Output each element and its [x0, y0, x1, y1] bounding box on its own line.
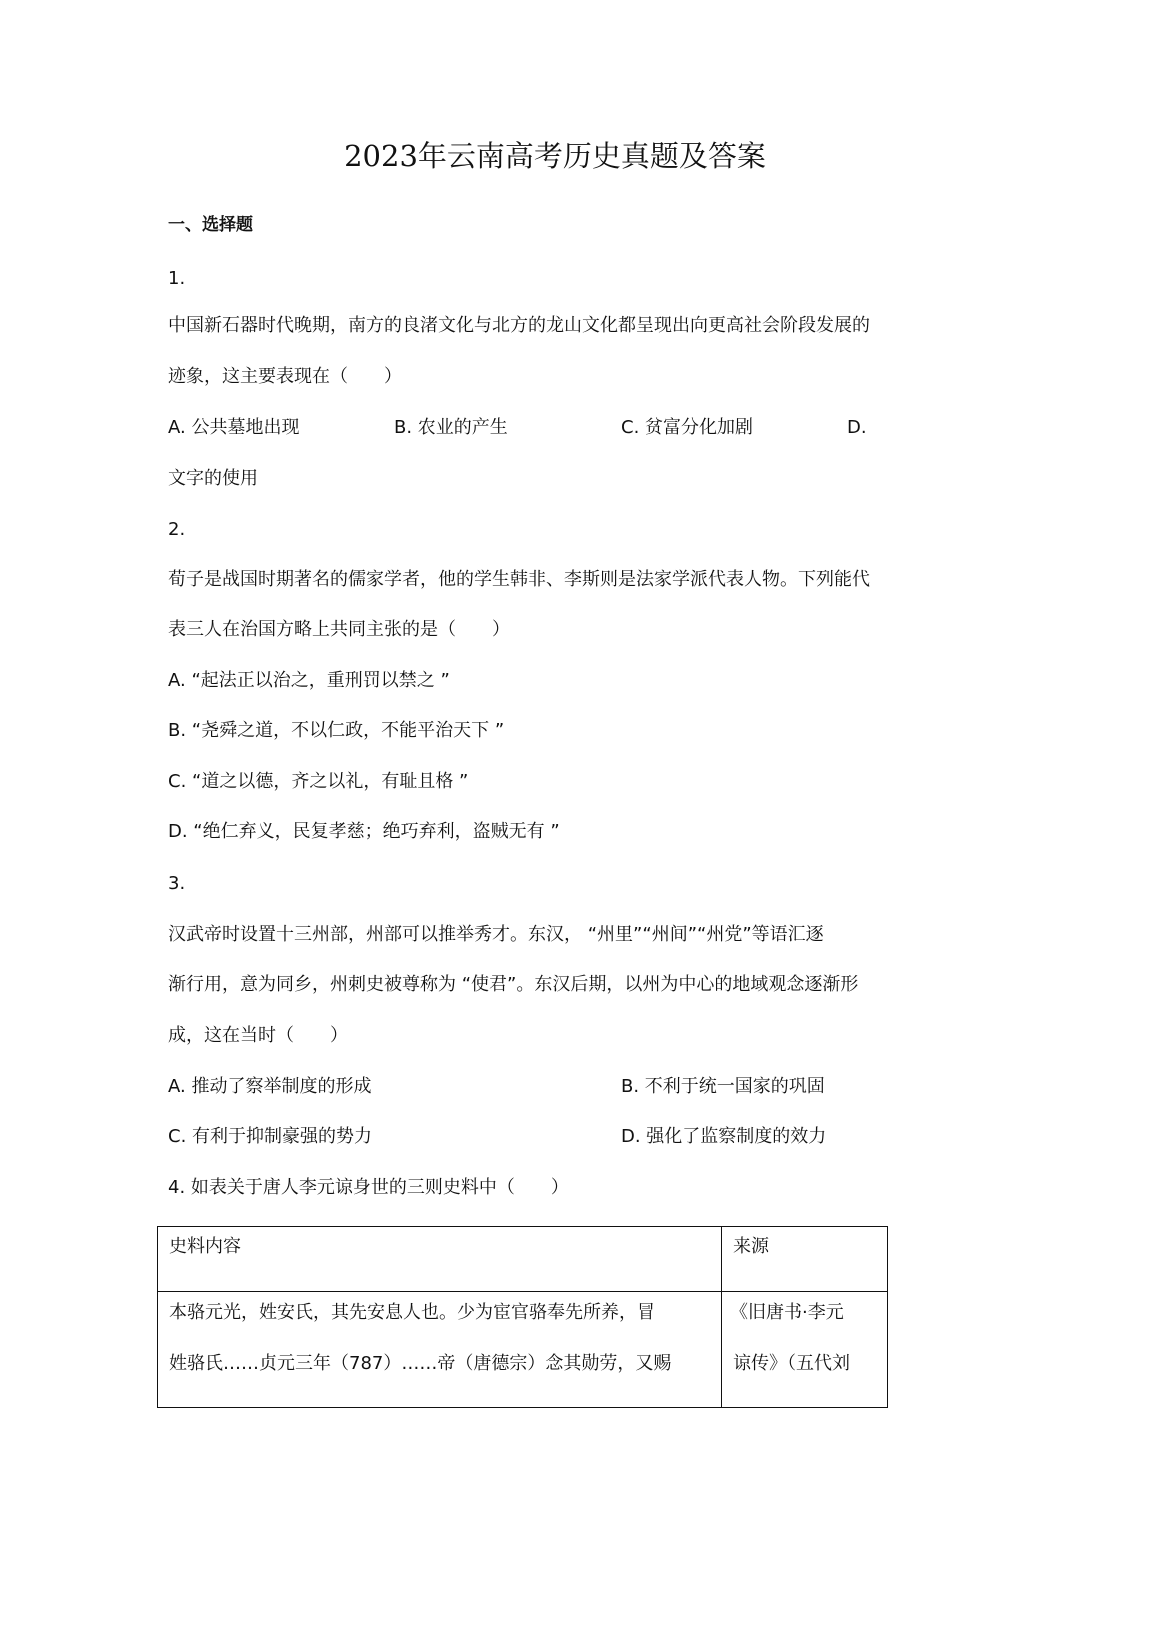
table-cell-content: 本骆元光，姓安氏，其先安息人也。少为宦官骆奉先所养，冒: [169, 1302, 655, 1323]
q3-stem: 渐行用，意为同乡，州刺史被尊称为 “使君”。东汉后期，以州为中心的地域观念逐渐形: [168, 974, 859, 995]
q4-stem: 4. 如表关于唐人李元谅身世的三则史料中（ ）: [168, 1177, 569, 1198]
q1-stem: 中国新石器时代晚期，南方的良渚文化与北方的龙山文化都呈现出向更高社会阶段发展的: [168, 315, 870, 336]
q1-option-a: A. 公共墓地出现: [168, 417, 300, 438]
q1-stem: 迹象，这主要表现在（ ）: [168, 366, 402, 387]
q1-option-d-text: 文字的使用: [168, 468, 258, 489]
q2-stem: 荀子是战国时期著名的儒家学者，他的学生韩非、李斯则是法家学派代表人物。下列能代: [168, 569, 870, 590]
table-cell-source: 《旧唐书·李元: [730, 1302, 844, 1323]
q1-option-c: C. 贫富分化加剧: [621, 417, 754, 438]
q3-stem: 汉武帝时设置十三州部，州部可以推举秀才。东汉， “州里”“州间”“州党”等语汇逐: [168, 924, 824, 945]
q2-option-a: A. “起法正以治之，重刑罚以禁之 ”: [168, 670, 450, 691]
q3-option-d: D. 强化了监察制度的效力: [621, 1126, 827, 1147]
table-cell-content: 姓骆氏……贞元三年（787）……帝（唐德宗）念其勋劳，又赐: [169, 1353, 672, 1374]
q3-number: 3.: [168, 873, 186, 894]
q2-number: 2.: [168, 519, 186, 540]
q3-option-c: C. 有利于抑制豪强的势力: [168, 1126, 373, 1147]
table-header-source: 来源: [733, 1236, 769, 1257]
q2-option-c: C. “道之以德，齐之以礼，有耻且格 ”: [168, 771, 469, 792]
page-title: 2023年云南高考历史真题及答案: [344, 139, 766, 173]
q1-option-d: D.: [847, 417, 867, 438]
q1-option-b: B. 农业的产生: [394, 417, 508, 438]
q2-option-d: D. “绝仁弃义，民复孝慈；绝巧弃利，盗贼无有 ”: [168, 821, 560, 842]
table-header-content: 史料内容: [169, 1236, 241, 1257]
q3-option-b: B. 不利于统一国家的巩固: [621, 1076, 825, 1097]
table-column-divider: [721, 1227, 722, 1407]
source-table: [157, 1226, 888, 1408]
q1-number: 1.: [168, 268, 186, 289]
section-heading: 一、选择题: [168, 215, 253, 235]
table-cell-source: 谅传》（五代刘: [733, 1353, 850, 1374]
q2-stem: 表三人在治国方略上共同主张的是（ ）: [168, 619, 510, 640]
table-row-divider: [158, 1291, 887, 1292]
q3-stem: 成，这在当时（ ）: [168, 1025, 348, 1046]
q2-option-b: B. “尧舜之道，不以仁政，不能平治天下 ”: [168, 720, 505, 741]
q3-option-a: A. 推动了察举制度的形成: [168, 1076, 372, 1097]
